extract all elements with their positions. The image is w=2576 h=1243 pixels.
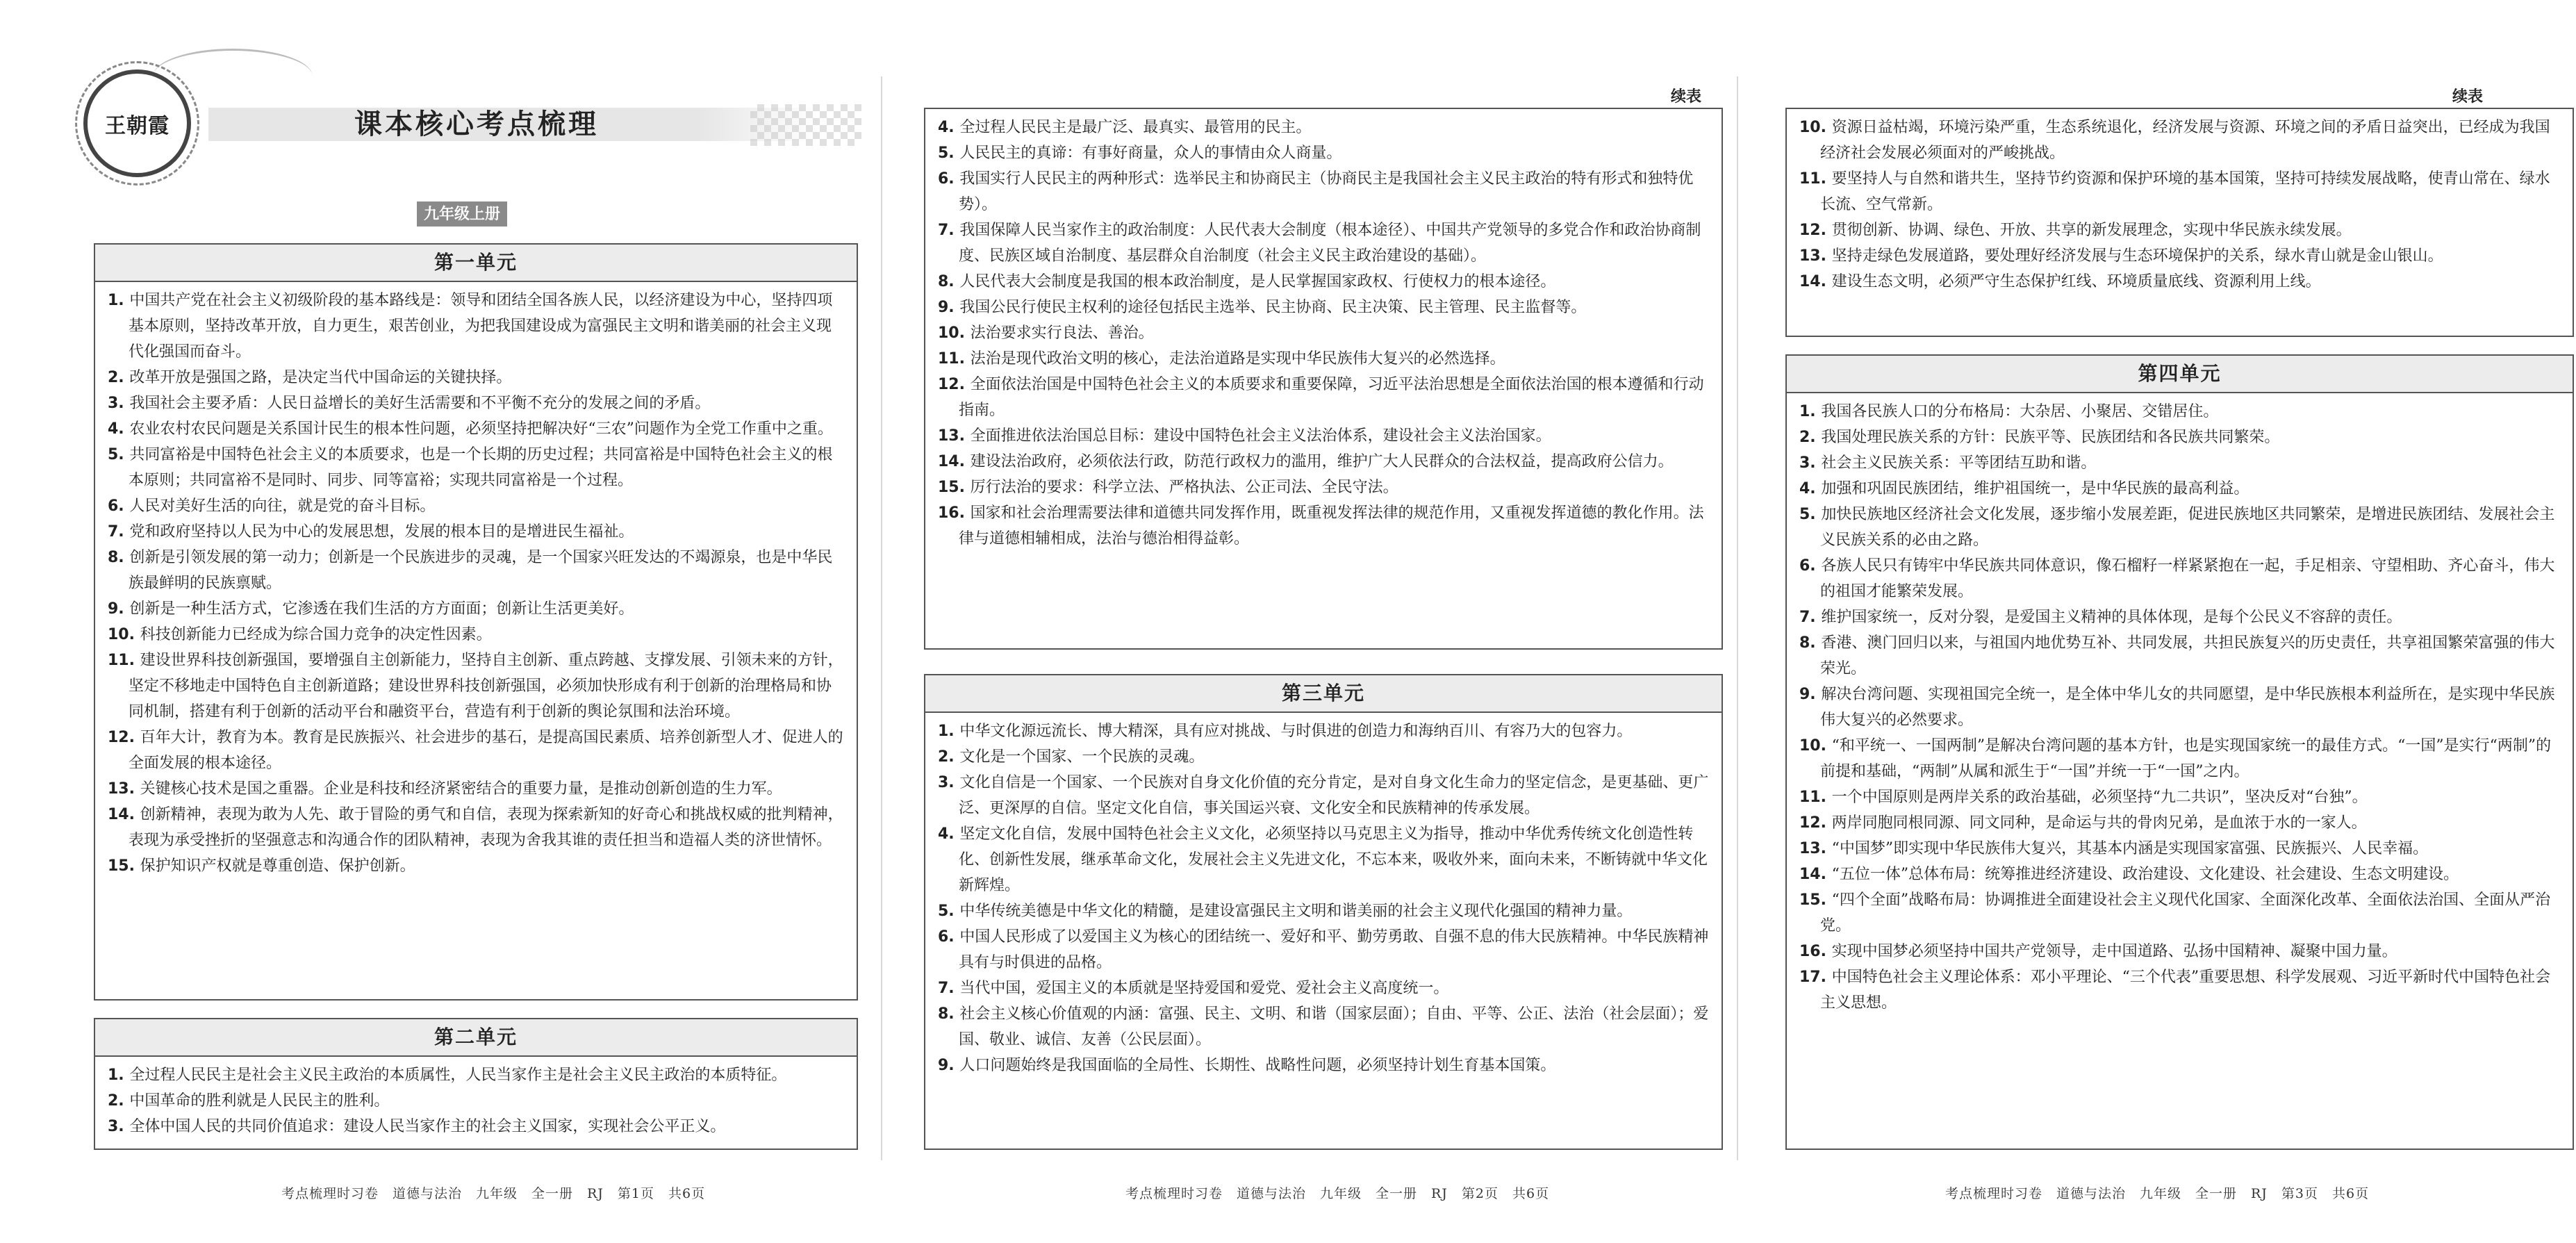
item-number: 1. bbox=[938, 723, 960, 740]
item-text: 当代中国，爱国主义的本质就是坚持爱国和爱党、爱社会主义高度统一。 bbox=[959, 980, 1449, 997]
list-item bbox=[1799, 836, 2561, 862]
page-title: 课本核心考点梳理 bbox=[354, 108, 599, 140]
list-item bbox=[938, 423, 1710, 449]
list-item bbox=[108, 519, 845, 545]
item-number: 4. bbox=[938, 825, 960, 843]
list-item bbox=[1799, 502, 2561, 553]
item-number: 6. bbox=[108, 497, 130, 515]
item-text: 加快民族地区经济社会文化发展，逐步缩小发展差距，促进民族地区共同繁荣，是增进民族团结、发展社会主义民族关系的必由之路。 bbox=[1820, 506, 2555, 549]
item-text: 关键核心技术是国之重器。企业是科技和经济紧密结合的重要力量，是推动创新创造的生力军。 bbox=[140, 780, 782, 798]
list-item bbox=[1799, 115, 2561, 166]
list-item bbox=[1799, 553, 2561, 604]
item-number: 7. bbox=[108, 523, 130, 541]
item-number: 12. bbox=[938, 376, 971, 393]
list-item bbox=[1799, 810, 2561, 836]
item-text: 我国处理民族关系的方针：民族平等、民族团结和各民族共同繁荣。 bbox=[1821, 429, 2280, 446]
list-item bbox=[1799, 243, 2561, 269]
item-number: 2. bbox=[108, 369, 130, 386]
item-number: 4. bbox=[1799, 480, 1822, 497]
banner-checker-pattern bbox=[750, 104, 861, 146]
item-number: 13. bbox=[1799, 840, 1832, 857]
item-number: 2. bbox=[938, 748, 960, 766]
list-item bbox=[1799, 269, 2561, 295]
item-text: 中国人民形成了以爱国主义为核心的团结统一、爱好和平、勤劳勇敢、自强不息的伟大民族精神。中华民族精神具有与时俱进的品格。 bbox=[959, 928, 1709, 971]
item-number: 9. bbox=[1799, 686, 1822, 703]
list-item bbox=[108, 442, 845, 493]
item-number: 4. bbox=[108, 420, 130, 438]
item-text: 坚持走绿色发展道路，要处理好经济发展与生态环境保护的关系，绿水青山就是金山银山。 bbox=[1831, 247, 2443, 265]
item-number: 8. bbox=[938, 1005, 960, 1023]
item-text: 我国公民行使民主权利的途径包括民主选举、民主协商、民主决策、民主管理、民主监督等。 bbox=[959, 299, 1587, 316]
footer-page-1: 考点梳理时习卷 道德与法治 九年级 全一册 RJ 第1页 共6页 bbox=[281, 1186, 706, 1201]
unit-3-continued-list bbox=[1787, 109, 2573, 299]
item-number: 17. bbox=[1799, 969, 1832, 986]
item-number: 5. bbox=[1799, 506, 1822, 523]
item-text: 要坚持人与自然和谐共生，坚持节约资源和保护环境的基本国策，坚持可持续发展战略，使青山常在、绿水长流、空气常新。 bbox=[1820, 170, 2550, 213]
continued-label-2: 续表 bbox=[1671, 88, 1702, 106]
footer-page-3: 考点梳理时习卷 道德与法治 九年级 全一册 RJ 第3页 共6页 bbox=[1945, 1186, 2370, 1201]
item-text: 中国共产党在社会主义初级阶段的基本路线是：领导和团结全国各族人民，以经济建设为中心，坚持四项基本原则，坚持改革开放，自力更生，艰苦创业，为把我国建设成为富强民主文明和谐美丽的社会主义现代化强国而奋斗。 bbox=[129, 292, 833, 361]
item-number: 3. bbox=[108, 395, 130, 412]
item-text: 文化是一个国家、一个民族的灵魂。 bbox=[959, 748, 1205, 766]
item-number: 6. bbox=[1799, 557, 1822, 575]
item-text: 一个中国原则是两岸关系的政治基础，必须坚持“九二共识”，坚决反对“台独”。 bbox=[1831, 789, 2368, 806]
item-number: 1. bbox=[1799, 403, 1822, 420]
item-text: 改革开放是强国之路，是决定当代中国命运的关键抉择。 bbox=[129, 369, 512, 386]
list-item bbox=[938, 718, 1710, 744]
page-divider-2 bbox=[1737, 76, 1738, 1160]
item-number: 10. bbox=[108, 626, 140, 643]
unit-3-continued-box bbox=[1785, 108, 2574, 337]
item-number: 13. bbox=[108, 780, 140, 798]
list-item bbox=[108, 1088, 845, 1114]
list-item bbox=[938, 115, 1710, 140]
unit-1-title: 第一单元 bbox=[95, 245, 857, 282]
item-text: 共同富裕是中国特色社会主义的本质要求，也是一个长期的历史过程；共同富裕是中国特色社会主义的根本原则；共同富裕不是同时、同步、同等富裕；实现共同富裕是一个过程。 bbox=[129, 446, 833, 489]
grade-badge: 九年级上册 bbox=[417, 201, 507, 227]
item-text: 农业农村农民问题是关系国计民生的根本性问题，必须坚持把解决好“三农”问题作为全党工作重中之重。 bbox=[129, 420, 833, 438]
item-text: 资源日益枯竭，环境污染严重，生态系统退化，经济发展与资源、环境之间的矛盾日益突出，已经成为我国经济社会发展必须面对的严峻挑战。 bbox=[1820, 119, 2550, 162]
item-text: “五位一体”总体布局：统筹推进经济建设、政治建设、文化建设、社会建设、生态文明建设。 bbox=[1831, 866, 2459, 883]
logo-text: 王朝霞 bbox=[105, 113, 170, 138]
item-number: 10. bbox=[938, 324, 971, 342]
list-item bbox=[1799, 682, 2561, 733]
item-text: 厉行法治的要求：科学立法、严格执法、公正司法、全民守法。 bbox=[970, 479, 1398, 496]
list-item bbox=[1799, 450, 2561, 476]
item-number: 6. bbox=[938, 170, 960, 188]
unit-2-title: 第二单元 bbox=[95, 1019, 857, 1057]
item-number: 7. bbox=[938, 222, 960, 239]
item-text: 法治是现代政治文明的核心，走法治道路是实现中华民族伟大复兴的必然选择。 bbox=[970, 350, 1505, 368]
item-text: 文化自信是一个国家、一个民族对自身文化价值的充分肯定，是对自身文化生命力的坚定信念，是更基础、更广泛、更深厚的自信。坚定文化自信，事关国运兴衰、文化安全和民族精神的传承发展。 bbox=[959, 774, 1709, 817]
list-item bbox=[108, 622, 845, 648]
list-item bbox=[1799, 939, 2561, 964]
unit-2-box bbox=[94, 1018, 858, 1150]
list-item bbox=[938, 269, 1710, 295]
item-number: 11. bbox=[938, 350, 971, 368]
list-item bbox=[938, 1053, 1710, 1078]
item-number: 14. bbox=[108, 806, 140, 823]
item-number: 1. bbox=[108, 292, 130, 309]
item-number: 1. bbox=[108, 1067, 130, 1084]
list-item bbox=[938, 140, 1710, 166]
brand-logo bbox=[83, 69, 191, 177]
unit-3-title: 第三单元 bbox=[925, 675, 1722, 713]
item-text: 两岸同胞同根同源、同文同种，是命运与共的骨肉兄弟，是血浓于水的一家人。 bbox=[1831, 814, 2367, 832]
list-item bbox=[938, 1001, 1710, 1053]
item-text: 建设世界科技创新强国，要增强自主创新能力，坚持自主创新、重点跨越、支撑发展、引领未来的方针，坚定不移地走中国特色自主创新道路；建设世界科技创新强国，必须加快形成有利于创新的治理格局和协同机制，搭建有利于创新的活动平台和融资平台，营造有利于创新的舆论氛围和法治环境。 bbox=[129, 652, 843, 721]
item-number: 14. bbox=[1799, 866, 1832, 883]
item-number: 3. bbox=[938, 774, 960, 791]
item-number: 5. bbox=[108, 446, 130, 463]
unit-2-continued-box bbox=[924, 108, 1723, 650]
list-item bbox=[938, 821, 1710, 898]
list-item bbox=[108, 596, 845, 622]
item-text: 中华传统美德是中华文化的精髓，是建设富强民主文明和谐美丽的社会主义现代化强国的精神力量。 bbox=[959, 903, 1633, 920]
unit-1-box bbox=[94, 243, 858, 1001]
item-text: 百年大计，教育为本。教育是民族振兴、社会进步的基石，是提高国民素质、培养创新型人才、促进人的全面发展的根本途径。 bbox=[129, 729, 843, 772]
item-text: 人民代表大会制度是我国的根本政治制度，是人民掌握国家政权、行使权力的根本途径。 bbox=[959, 273, 1556, 290]
item-text: 香港、澳门回归以来，与祖国内地优势互补、共同发展，共担民族复兴的历史责任，共享祖国繁荣富强的伟大荣光。 bbox=[1820, 634, 2555, 677]
unit-2-continued-list bbox=[925, 109, 1722, 556]
list-item bbox=[938, 166, 1710, 217]
item-number: 5. bbox=[938, 145, 960, 162]
list-item bbox=[1799, 476, 2561, 502]
list-item bbox=[938, 320, 1710, 346]
unit-4-list bbox=[1787, 393, 2573, 1020]
item-number: 7. bbox=[1799, 609, 1822, 626]
list-item bbox=[938, 898, 1710, 924]
list-item bbox=[108, 1114, 845, 1139]
item-text: 科技创新能力已经成为综合国力竞争的决定性因素。 bbox=[140, 626, 492, 643]
list-item bbox=[108, 776, 845, 802]
item-number: 11. bbox=[1799, 789, 1832, 806]
item-text: 坚定文化自信，发展中国特色社会主义文化，必须坚持以马克思主义为指导，推动中华优秀传统文化创造性转化、创新性发展，继承革命文化，发展社会主义先进文化，不忘本来，吸收外来，面向未来，不断铸就中华文化新辉煌。 bbox=[959, 825, 1708, 894]
item-number: 15. bbox=[1799, 891, 1832, 909]
list-item bbox=[1799, 399, 2561, 425]
unit-2-list bbox=[95, 1057, 857, 1144]
list-item bbox=[938, 744, 1710, 770]
unit-4-box bbox=[1785, 354, 2574, 1150]
footer-page-2: 考点梳理时习卷 道德与法治 九年级 全一册 RJ 第2页 共6页 bbox=[1125, 1186, 1550, 1201]
item-number: 4. bbox=[938, 119, 960, 136]
item-number: 13. bbox=[1799, 247, 1832, 265]
list-item bbox=[938, 475, 1710, 500]
list-item bbox=[938, 217, 1710, 269]
item-text: 贯彻创新、协调、绿色、开放、共享的新发展理念，实现中华民族永续发展。 bbox=[1831, 222, 2352, 239]
item-text: 各族人民只有铸牢中华民族共同体意识，像石榴籽一样紧紧抱在一起，手足相亲、守望相助、齐心奋斗，伟大的祖国才能繁荣发展。 bbox=[1820, 557, 2555, 600]
unit-1-list bbox=[95, 282, 857, 883]
item-text: 法治要求实行良法、善治。 bbox=[970, 324, 1154, 342]
item-text: “中国梦”即实现中华民族伟大复兴，其基本内涵是实现国家富强、民族振兴、人民幸福。 bbox=[1831, 840, 2429, 857]
list-item bbox=[108, 288, 845, 365]
item-number: 3. bbox=[108, 1118, 130, 1135]
list-item bbox=[108, 545, 845, 596]
unit-4-title: 第四单元 bbox=[1787, 356, 2573, 393]
item-text: 创新是一种生活方式，它渗透在我们生活的方方面面；创新让生活更美好。 bbox=[129, 600, 634, 618]
item-text: 建设法治政府，必须依法行政，防范行政权力的滥用，维护广大人民群众的合法权益，提高政府公信力。 bbox=[970, 453, 1674, 470]
list-item bbox=[938, 976, 1710, 1001]
item-text: 全过程人民民主是社会主义民主政治的本质属性，人民当家作主是社会主义民主政治的本质特征。 bbox=[129, 1067, 787, 1084]
item-text: 创新是引领发展的第一动力；创新是一个民族进步的灵魂，是一个国家兴旺发达的不竭源泉，也是中华民族最鲜明的民族禀赋。 bbox=[129, 549, 833, 592]
item-text: 保护知识产权就是尊重创造、保护创新。 bbox=[140, 857, 415, 875]
unit-3-list bbox=[925, 713, 1722, 1083]
item-text: 我国保障人民当家作主的政治制度：人民代表大会制度（根本途径）、中国共产党领导的多党合作和政治协商制度、民族区域自治制度、基层群众自治制度（社会主义民主政治建设的基础）。 bbox=[959, 222, 1701, 265]
item-text: 解决台湾问题、实现祖国完全统一，是全体中华儿女的共同愿望，是中华民族根本利益所在，是实现中华民族伟大复兴的必然要求。 bbox=[1820, 686, 2555, 729]
list-item bbox=[1799, 733, 2561, 784]
list-item bbox=[1799, 630, 2561, 682]
item-number: 10. bbox=[1799, 737, 1832, 755]
item-text: 加强和巩固民族团结，维护祖国统一，是中华民族的最高利益。 bbox=[1821, 480, 2249, 497]
list-item bbox=[108, 725, 845, 776]
list-item bbox=[1799, 887, 2561, 939]
item-text: 人民对美好生活的向往，就是党的奋斗目标。 bbox=[129, 497, 436, 515]
item-text: 我国各民族人口的分布格局：大杂居、小聚居、交错居住。 bbox=[1821, 403, 2219, 420]
item-number: 12. bbox=[108, 729, 140, 746]
list-item bbox=[108, 416, 845, 442]
item-number: 11. bbox=[1799, 170, 1832, 188]
item-number: 11. bbox=[108, 652, 140, 669]
item-text: 人口问题始终是我国面临的全局性、长期性、战略性问题，必须坚持计划生育基本国策。 bbox=[959, 1057, 1556, 1074]
item-text: 中国革命的胜利就是人民民主的胜利。 bbox=[129, 1092, 390, 1110]
item-number: 9. bbox=[108, 600, 130, 618]
item-text: 党和政府坚持以人民为中心的发展思想，发展的根本目的是增进民生福祉。 bbox=[129, 523, 634, 541]
list-item bbox=[938, 372, 1710, 423]
list-item bbox=[1799, 166, 2561, 217]
list-item bbox=[938, 449, 1710, 475]
item-number: 14. bbox=[1799, 273, 1832, 290]
list-item bbox=[108, 365, 845, 390]
unit-3-box bbox=[924, 674, 1723, 1150]
list-item bbox=[938, 500, 1710, 552]
item-number: 9. bbox=[938, 1057, 960, 1074]
item-number: 15. bbox=[938, 479, 971, 496]
item-text: 全过程人民民主是最广泛、最真实、最管用的民主。 bbox=[959, 119, 1312, 136]
item-text: 社会主义民族关系：平等团结互助和谐。 bbox=[1821, 454, 2097, 472]
list-item bbox=[108, 853, 845, 879]
item-number: 9. bbox=[938, 299, 960, 316]
list-item bbox=[1799, 964, 2561, 1016]
item-text: “四个全面”战略布局：协调推进全面建设社会主义现代化国家、全面深化改革、全面依法治国、全面从严治党。 bbox=[1820, 891, 2551, 935]
item-text: 人民民主的真谛：有事好商量，众人的事情由众人商量。 bbox=[959, 145, 1342, 162]
list-item bbox=[1799, 862, 2561, 887]
item-text: 创新精神，表现为敢为人先、敢于冒险的勇气和自信，表现为探索新知的好奇心和挑战权威的批判精神，表现为承受挫折的坚强意志和沟通合作的团队精神，表现为舍我其谁的责任担当和造福人类的济世情怀。 bbox=[129, 806, 843, 849]
list-item bbox=[108, 648, 845, 725]
list-item bbox=[108, 1062, 845, 1088]
list-item bbox=[1799, 217, 2561, 243]
continued-label-3: 续表 bbox=[2452, 88, 2484, 106]
item-text: 中华文化源远流长、博大精深，具有应对挑战、与时俱进的创造力和海纳百川、有容乃大的包容力。 bbox=[959, 723, 1633, 740]
item-number: 12. bbox=[1799, 222, 1832, 239]
list-item bbox=[108, 802, 845, 853]
item-number: 16. bbox=[938, 504, 971, 522]
item-number: 8. bbox=[938, 273, 960, 290]
list-item bbox=[1799, 604, 2561, 630]
item-number: 14. bbox=[938, 453, 971, 470]
item-number: 2. bbox=[1799, 429, 1822, 446]
item-text: 社会主义核心价值观的内涵：富强、民主、文明、和谐（国家层面）；自由、平等、公正、法治（社会层面）；爱国、敬业、诚信、友善（公民层面）。 bbox=[959, 1005, 1709, 1048]
item-text: 全体中国人民的共同价值追求：建设人民当家作主的社会主义国家，实现社会公平正义。 bbox=[129, 1118, 726, 1135]
item-text: 实现中国梦必须坚持中国共产党领导，走中国道路、弘扬中国精神、凝聚中国力量。 bbox=[1831, 943, 2397, 960]
item-text: 全面依法治国是中国特色社会主义的本质要求和重要保障，习近平法治思想是全面依法治国的根本遵循和行动指南。 bbox=[959, 376, 1704, 419]
list-item bbox=[1799, 425, 2561, 450]
item-number: 6. bbox=[938, 928, 960, 946]
item-number: 10. bbox=[1799, 119, 1832, 136]
item-text: 我国社会主要矛盾：人民日益增长的美好生活需要和不平衡不充分的发展之间的矛盾。 bbox=[129, 395, 711, 412]
item-number: 15. bbox=[108, 857, 140, 875]
item-number: 16. bbox=[1799, 943, 1832, 960]
list-item bbox=[108, 390, 845, 416]
item-text: 建设生态文明，必须严守生态保护红线、环境质量底线、资源利用上线。 bbox=[1831, 273, 2321, 290]
list-item bbox=[108, 493, 845, 519]
item-number: 7. bbox=[938, 980, 960, 997]
list-item bbox=[1799, 784, 2561, 810]
item-text: 我国实行人民民主的两种形式：选举民主和协商民主（协商民主是我国社会主义民主政治的特有形式和独特优势）。 bbox=[959, 170, 1694, 213]
item-text: 中国特色社会主义理论体系：邓小平理论、“三个代表”重要思想、科学发展观、习近平新时代中国特色社会主义思想。 bbox=[1820, 969, 2551, 1012]
item-number: 5. bbox=[938, 903, 960, 920]
item-number: 8. bbox=[1799, 634, 1822, 652]
list-item bbox=[938, 770, 1710, 821]
page-divider-1 bbox=[881, 76, 882, 1160]
list-item bbox=[938, 924, 1710, 976]
item-text: 全面推进依法治国总目标：建设中国特色社会主义法治体系，建设社会主义法治国家。 bbox=[970, 427, 1551, 445]
item-text: 维护国家统一，反对分裂，是爱国主义精神的具体体现，是每个公民义不容辞的责任。 bbox=[1821, 609, 2402, 626]
item-text: 国家和社会治理需要法律和道德共同发挥作用，既重视发挥法律的规范作用，又重视发挥道德的教化作用。法律与道德相辅相成，法治与德治相得益彰。 bbox=[959, 504, 1704, 548]
item-text: “和平统一、一国两制”是解决台湾问题的基本方针，也是实现国家统一的最佳方式。“一国”是实行“两制”的前提和基础，“两制”从属和派生于“一国”并统一于“一国”之内。 bbox=[1820, 737, 2552, 780]
item-number: 13. bbox=[938, 427, 971, 445]
item-number: 12. bbox=[1799, 814, 1832, 832]
item-number: 2. bbox=[108, 1092, 130, 1110]
item-number: 8. bbox=[108, 549, 130, 566]
item-number: 3. bbox=[1799, 454, 1822, 472]
list-item bbox=[938, 295, 1710, 320]
list-item bbox=[938, 346, 1710, 372]
